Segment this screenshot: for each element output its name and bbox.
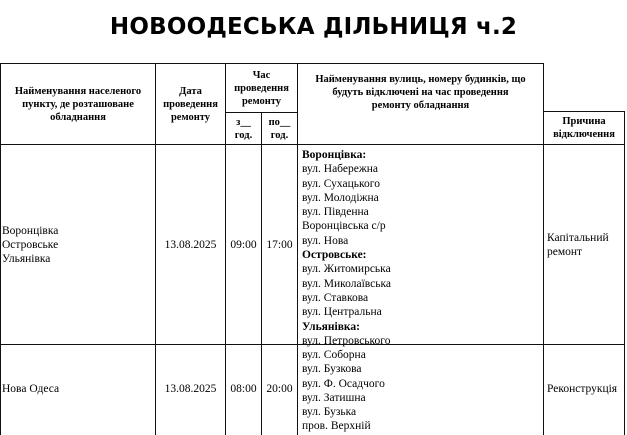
repair-date: 13.08.2025 xyxy=(164,238,217,251)
grid-line xyxy=(624,111,625,435)
settlement-heading: Воронцівка: xyxy=(302,149,367,161)
time-from: 09:00 xyxy=(230,238,257,251)
street-item: вул. Сухацького xyxy=(302,177,380,190)
header-streets xyxy=(298,64,543,120)
street-item: вул. Бузька xyxy=(302,406,357,419)
settlement-heading: Островське: xyxy=(302,249,367,262)
street-item: вул. Центральна xyxy=(302,306,382,319)
settlement-name: Островське xyxy=(2,238,59,251)
header-text: год. xyxy=(234,129,253,141)
header-text: пункту, де розташоване xyxy=(22,98,134,110)
settlement-heading: Ульянівка: xyxy=(302,320,360,333)
header-text: Час xyxy=(252,69,271,81)
header-text: Причина xyxy=(562,116,606,127)
settlement-name: Ульянівка xyxy=(2,252,51,265)
header-text: відключення xyxy=(553,129,615,140)
settlement-name: Нова Одеса xyxy=(2,383,60,395)
street-item: вул. Бузкова xyxy=(302,363,362,376)
street-item: вул. Затишна xyxy=(302,391,366,404)
repair-date: 13.08.2025 xyxy=(164,383,217,395)
street-item: вул. Набережна xyxy=(302,163,379,176)
header-text: будуть відключені на час проведення xyxy=(332,86,509,98)
header-text: з__ xyxy=(236,116,251,128)
header-text: по__ xyxy=(268,116,291,128)
time-from: 08:00 xyxy=(230,383,257,395)
outage-reason: ремонт xyxy=(547,245,583,258)
table-row-1-date xyxy=(156,145,225,344)
table-row-1-from xyxy=(226,145,261,344)
settlement-name: Воронцівка xyxy=(2,224,59,237)
street-item: вул. Житомирська xyxy=(302,263,391,276)
table-row-1-settlements xyxy=(2,145,155,344)
street-item: вул. Молодіжна xyxy=(302,191,379,204)
outage-reason: Капітальний xyxy=(547,231,609,244)
outage-reason: Реконструкція xyxy=(547,383,618,395)
table-row-2-settlements xyxy=(2,345,155,433)
table-row-2-streets xyxy=(302,348,385,434)
header-reason xyxy=(544,112,624,144)
outage-schedule-table xyxy=(0,63,625,435)
street-item: вул. Нова xyxy=(302,234,349,247)
header-text: ремонту xyxy=(241,95,282,107)
table-row-2-date xyxy=(156,345,225,433)
header-time-to xyxy=(262,113,297,144)
table-row-1-to xyxy=(262,145,297,344)
table-row-2-from xyxy=(226,345,261,433)
header-settlement xyxy=(1,64,155,144)
header-text: Найменування вулиць, номеру будинків, що xyxy=(315,73,526,85)
header-date xyxy=(156,64,225,144)
table-row-2-to xyxy=(262,345,297,433)
header-text: Найменування населеного xyxy=(14,85,142,97)
header-text: ремонту xyxy=(170,111,211,123)
street-item: вул. Ставкова xyxy=(302,291,369,304)
street-item: вул. Миколаївська xyxy=(302,277,392,290)
time-to: 17:00 xyxy=(266,238,293,251)
header-text: Дата xyxy=(179,85,202,97)
table-row-2-reason xyxy=(547,345,624,433)
street-item: вул. Петровського xyxy=(302,334,391,347)
street-item: вул. Ф. Осадчого xyxy=(302,377,385,390)
street-item: пров. Верхній xyxy=(302,420,371,433)
header-time xyxy=(226,64,297,112)
header-text: обладнання xyxy=(50,111,106,123)
header-text: ремонту обладнання xyxy=(371,99,470,111)
header-text: проведення xyxy=(234,82,289,94)
street-item: вул. Соборна xyxy=(302,349,366,361)
header-text: проведення xyxy=(163,98,218,110)
page-title: НОВООДЕСЬКА ДІЛЬНИЦЯ ч.2 xyxy=(109,14,518,40)
table-row-1-reason xyxy=(547,145,624,344)
time-to: 20:00 xyxy=(266,383,293,395)
street-item: Воронцівська с/р xyxy=(302,220,386,233)
header-text: год. xyxy=(270,129,289,141)
table-row-1-streets xyxy=(302,148,391,348)
header-time-from xyxy=(226,113,261,144)
street-item: вул. Південна xyxy=(302,206,369,219)
